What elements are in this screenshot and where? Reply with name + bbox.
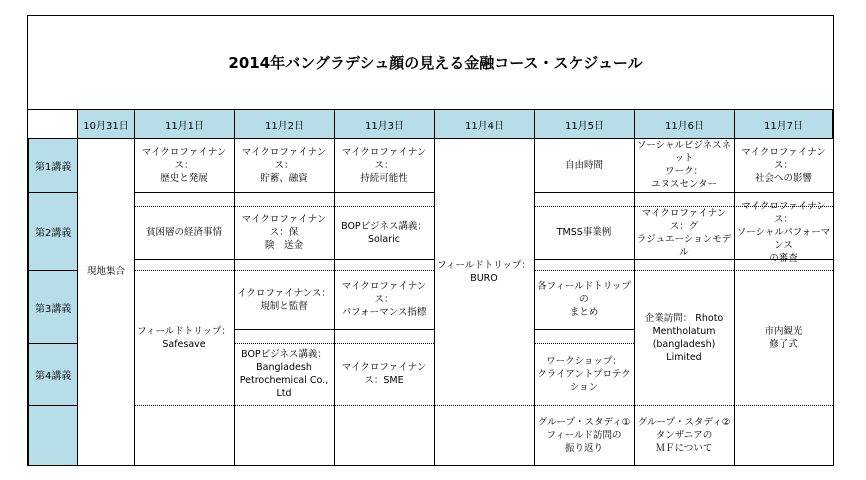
cell-nov3-p2: BOPビジネス講義： Solaric: [341, 220, 427, 245]
row-divider: [334, 259, 434, 260]
header-nov3: 11月3日: [334, 109, 435, 139]
cell-nov5-p3: 各フィールドトリップの まとめ: [537, 281, 631, 318]
cell-nov4-fieldtrip: フィールドトリップ： BURO: [437, 259, 531, 284]
schedule-sheet: [27, 15, 834, 466]
row-divider: [234, 405, 334, 406]
row-divider: [234, 329, 334, 330]
row-divider: [334, 405, 434, 406]
period-3-label: 第3講義: [28, 270, 78, 344]
cell-nov2-p4: BOPビジネス講義： Bangladesh Petrochemical Co., Ltd: [239, 349, 329, 399]
cell-nov2-p3: イクロファイナンス： 規制と監督: [237, 287, 331, 312]
header-nov7: 11月7日: [734, 109, 833, 139]
header-nov4: 11月4日: [434, 109, 535, 139]
row-divider: [234, 259, 334, 260]
cell-nov1-p34: フィールドトリップ： Safesave: [137, 325, 231, 350]
cell-nov5-p2: TMSS事業例: [556, 227, 612, 238]
header-nov2: 11月2日: [234, 109, 335, 139]
row-divider: [234, 192, 334, 193]
cell-nov7-p2: マイクロファイナンス： ソーシャルパフォーマンス の審査: [736, 201, 831, 264]
cell-nov6-p1: ソーシャルビジネスネット ワーク： ユヌスセンター: [636, 140, 732, 190]
row-divider: [734, 192, 833, 193]
row-divider: [334, 329, 434, 330]
row-divider: [134, 259, 234, 260]
cell-nov6-p2: マイクロファイナンス：グ ラジュエーションモデル: [636, 207, 732, 258]
row-divider: [434, 405, 534, 406]
cell-nov6-p34: 企業訪問： Rhoto Mentholatum (bangladesh) Limited: [644, 312, 724, 363]
row-divider: [634, 192, 734, 193]
cell-nov3-p4: マイクロファイナン ス：SME: [341, 362, 427, 386]
cell-nov5-p1: 自由時間: [564, 159, 603, 171]
cell-nov3-p3: マイクロファイナンス： パフォーマンス指標: [341, 281, 427, 318]
cell-nov7-p1: マイクロファイナンス： 社会への影響: [741, 146, 826, 184]
cell-nov6-p5: グループ・スタディ② タンザニアの ＭＦについて: [637, 417, 731, 454]
row-divider: [734, 405, 833, 406]
row-divider: [134, 405, 234, 406]
row-divider: [534, 192, 634, 193]
row-divider: [534, 329, 634, 330]
cell-nov1-p1: マイクロファイナンス： 歴史と発展: [141, 146, 227, 184]
cell-nov2-p1: マイクロファイナンス： 貯蓄、融資: [241, 146, 327, 184]
header-nov5: 11月5日: [534, 109, 635, 139]
header-nov1: 11月1日: [134, 109, 235, 139]
row-divider: [534, 259, 634, 260]
row-divider: [134, 192, 234, 193]
header-nov6: 11月6日: [634, 109, 735, 139]
cell-nov5-p5: グループ・スタディ① フィールド訪問の 振り返り: [537, 417, 631, 454]
cell-nov7-p34: 市内観光 修了式: [764, 325, 803, 350]
row-divider: [634, 259, 734, 260]
period-1-label: 第1講義: [28, 138, 78, 193]
cell-nov2-p2: マイクロファイナンス：保 険 送金: [241, 214, 327, 251]
period-2-label: 第2講義: [28, 192, 78, 271]
cell-oct31-arrival: 現地集合: [86, 266, 125, 277]
page-title: 2014年バングラデシュ顔の見える金融コース・スケジュール: [228, 54, 643, 72]
cell-nov5-p4: ワークショップ： クライアントプロテクション: [537, 355, 631, 393]
header-corner: [28, 109, 78, 139]
row-divider: [334, 192, 434, 193]
cell-nov3-p1: マイクロファイナンス： 持続可能性: [341, 146, 427, 184]
header-oct31: 10月31日: [77, 109, 135, 139]
period-4-label: 第4講義: [28, 343, 78, 406]
cell-nov1-p2: 貧困層の経済事情: [145, 227, 222, 238]
period-5-label: [28, 405, 78, 466]
